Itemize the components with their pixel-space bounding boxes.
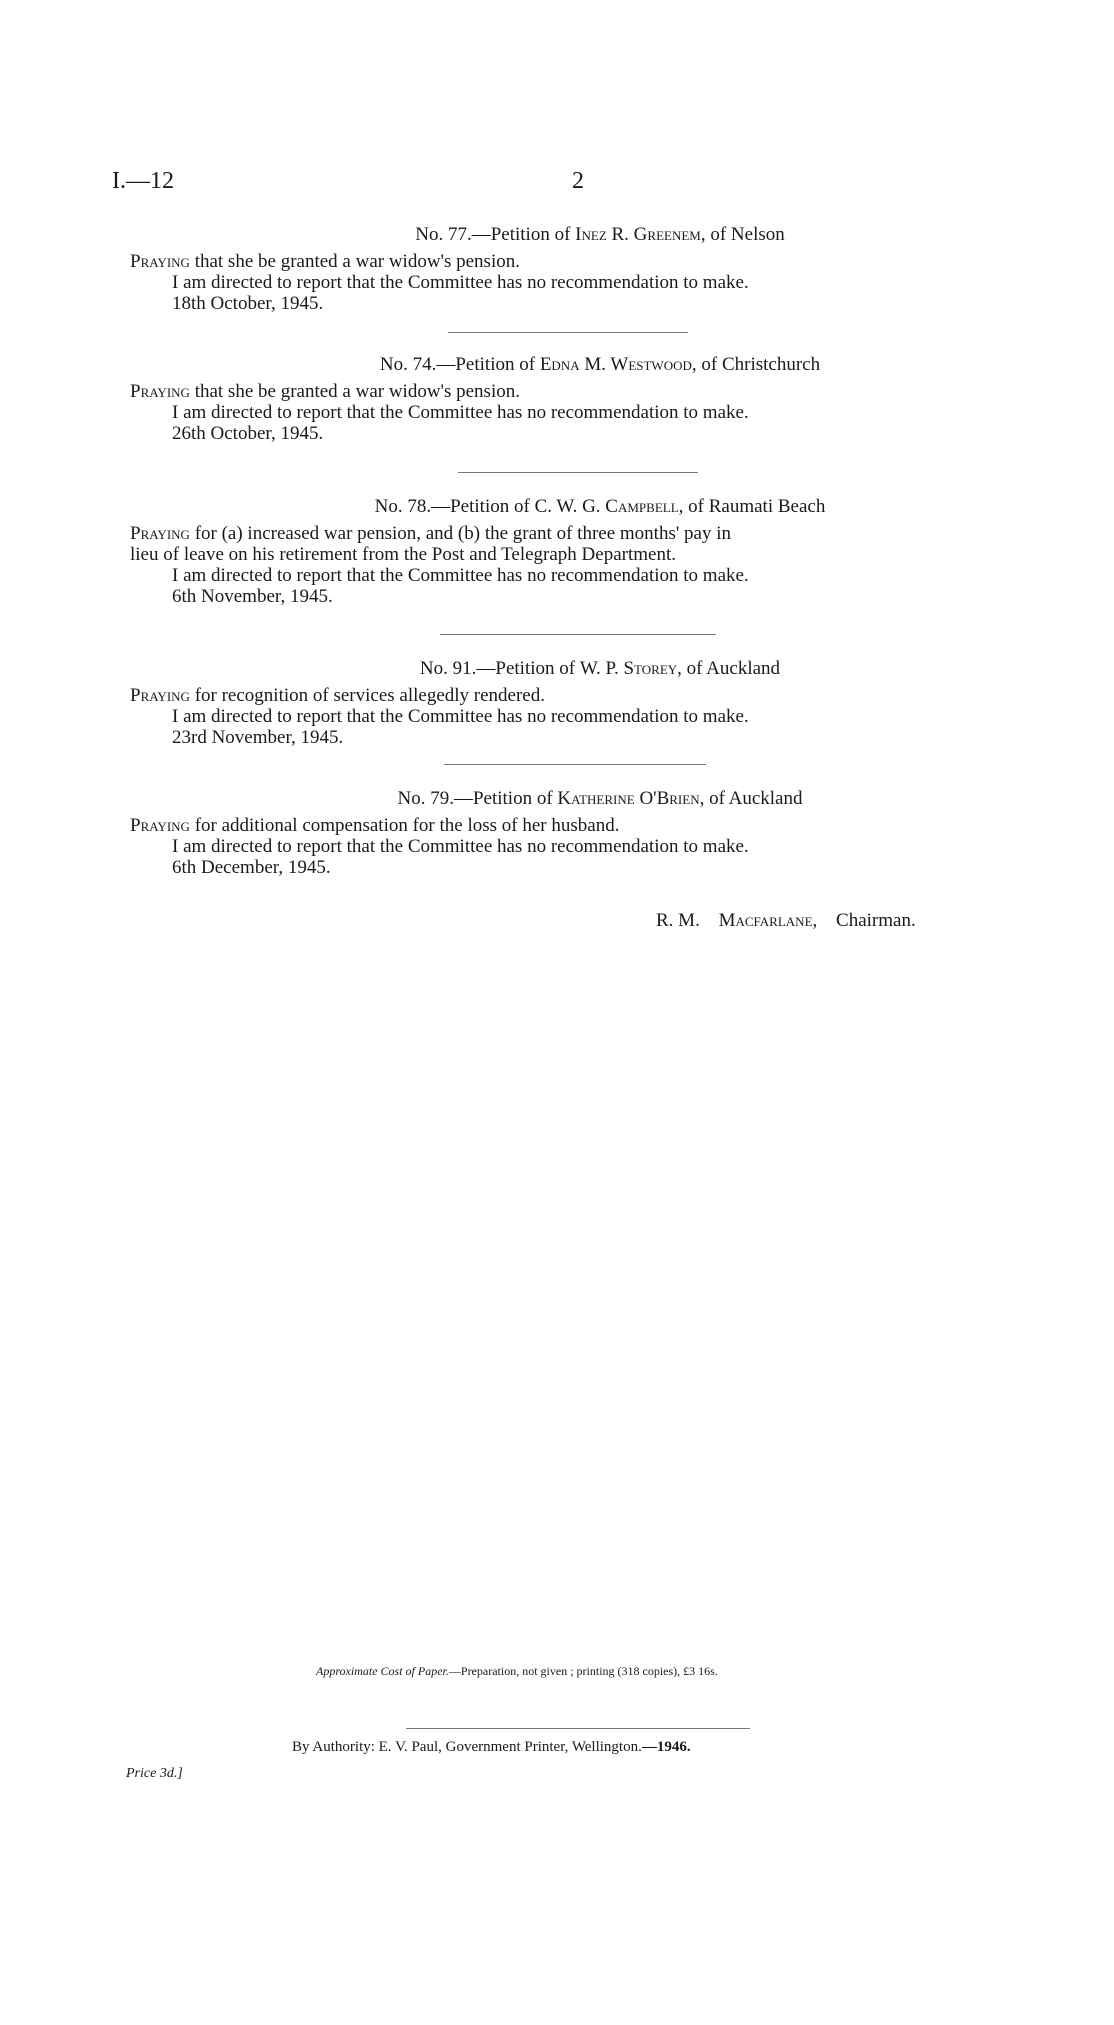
paper-number: I.—12: [112, 168, 174, 194]
petition-date: 6th November, 1945.: [172, 586, 333, 607]
cost-of-paper-note: [316, 1664, 718, 1679]
praying-line-continued: lieu of leave on his retirement from the Post and Telegraph Department.: [130, 544, 676, 565]
praying-line: Praying for additional compensation for the loss of her husband.: [130, 815, 620, 836]
report-line: I am directed to report that the Committee has no recommendation to make.: [172, 272, 749, 293]
petition-79: [130, 788, 1030, 878]
petition-date: 18th October, 1945.: [172, 293, 324, 314]
authority-text: By Authority: E. V. Paul, Government Printer, Wellington.: [292, 1739, 642, 1755]
praying-line: Praying that she be granted a war widow's pension.: [130, 251, 520, 272]
price-note: Price 3d.]: [126, 1766, 183, 1781]
report-line: I am directed to report that the Committee has no recommendation to make.: [172, 402, 749, 423]
signature-name: Macfarlane,: [718, 910, 818, 931]
page-header: [112, 168, 992, 198]
authority-year: —1946.: [641, 1739, 691, 1755]
praying-line: Praying for recognition of services allegedly rendered.: [130, 685, 545, 706]
petitioner-name: C. W. G. Campbell: [534, 496, 679, 517]
praying-line: Praying for (a) increased war pension, and (b) the grant of three months' pay in: [130, 523, 731, 544]
signature-initials: R. M.: [656, 910, 700, 931]
petition-title: No. 77.—Petition of Inez R. Greenem, of Nelson: [415, 224, 785, 245]
report-line: I am directed to report that the Committee has no recommendation to make.: [172, 836, 749, 857]
petition-77: [130, 224, 1030, 314]
chairman-signature: [656, 910, 930, 932]
petition-78: [130, 496, 1030, 607]
petition-91: [130, 658, 1030, 748]
petitioner-name: Edna M. Westwood: [539, 354, 692, 375]
cost-label: Approximate Cost of Paper.: [316, 1664, 449, 1678]
petition-title: No. 78.—Petition of C. W. G. Campbell, of Raumati Beach: [374, 496, 826, 517]
section-divider: [440, 634, 716, 635]
page-number: 2: [572, 168, 584, 194]
petition-title: No. 91.—Petition of W. P. Storey, of Auckland: [419, 658, 781, 679]
section-divider: [458, 472, 698, 473]
petition-title: No. 79.—Petition of Katherine O'Brien, of Auckland: [397, 788, 803, 809]
petitioner-name: W. P. Storey: [579, 658, 678, 679]
petitioner-name: Katherine O'Brien: [557, 788, 700, 809]
petitioner-name: Inez R. Greenem: [575, 224, 701, 245]
section-divider: [448, 332, 688, 333]
section-divider: [444, 764, 706, 765]
footer-divider: [406, 1728, 750, 1729]
praying-line: Praying that she be granted a war widow's pension.: [130, 381, 520, 402]
petition-74: [130, 354, 1030, 444]
petition-date: 26th October, 1945.: [172, 423, 324, 444]
printer-authority: [292, 1739, 691, 1756]
report-line: I am directed to report that the Committee has no recommendation to make.: [172, 706, 749, 727]
petition-date: 23rd November, 1945.: [172, 727, 344, 748]
report-line: I am directed to report that the Committee has no recommendation to make.: [172, 565, 749, 586]
petition-title: No. 74.—Petition of Edna M. Westwood, of Christchurch: [379, 354, 821, 375]
petition-date: 6th December, 1945.: [172, 857, 331, 878]
cost-text: —Preparation, not given ; printing (318 copies), £3 16s.: [448, 1664, 718, 1678]
signature-role: Chairman.: [836, 910, 916, 931]
